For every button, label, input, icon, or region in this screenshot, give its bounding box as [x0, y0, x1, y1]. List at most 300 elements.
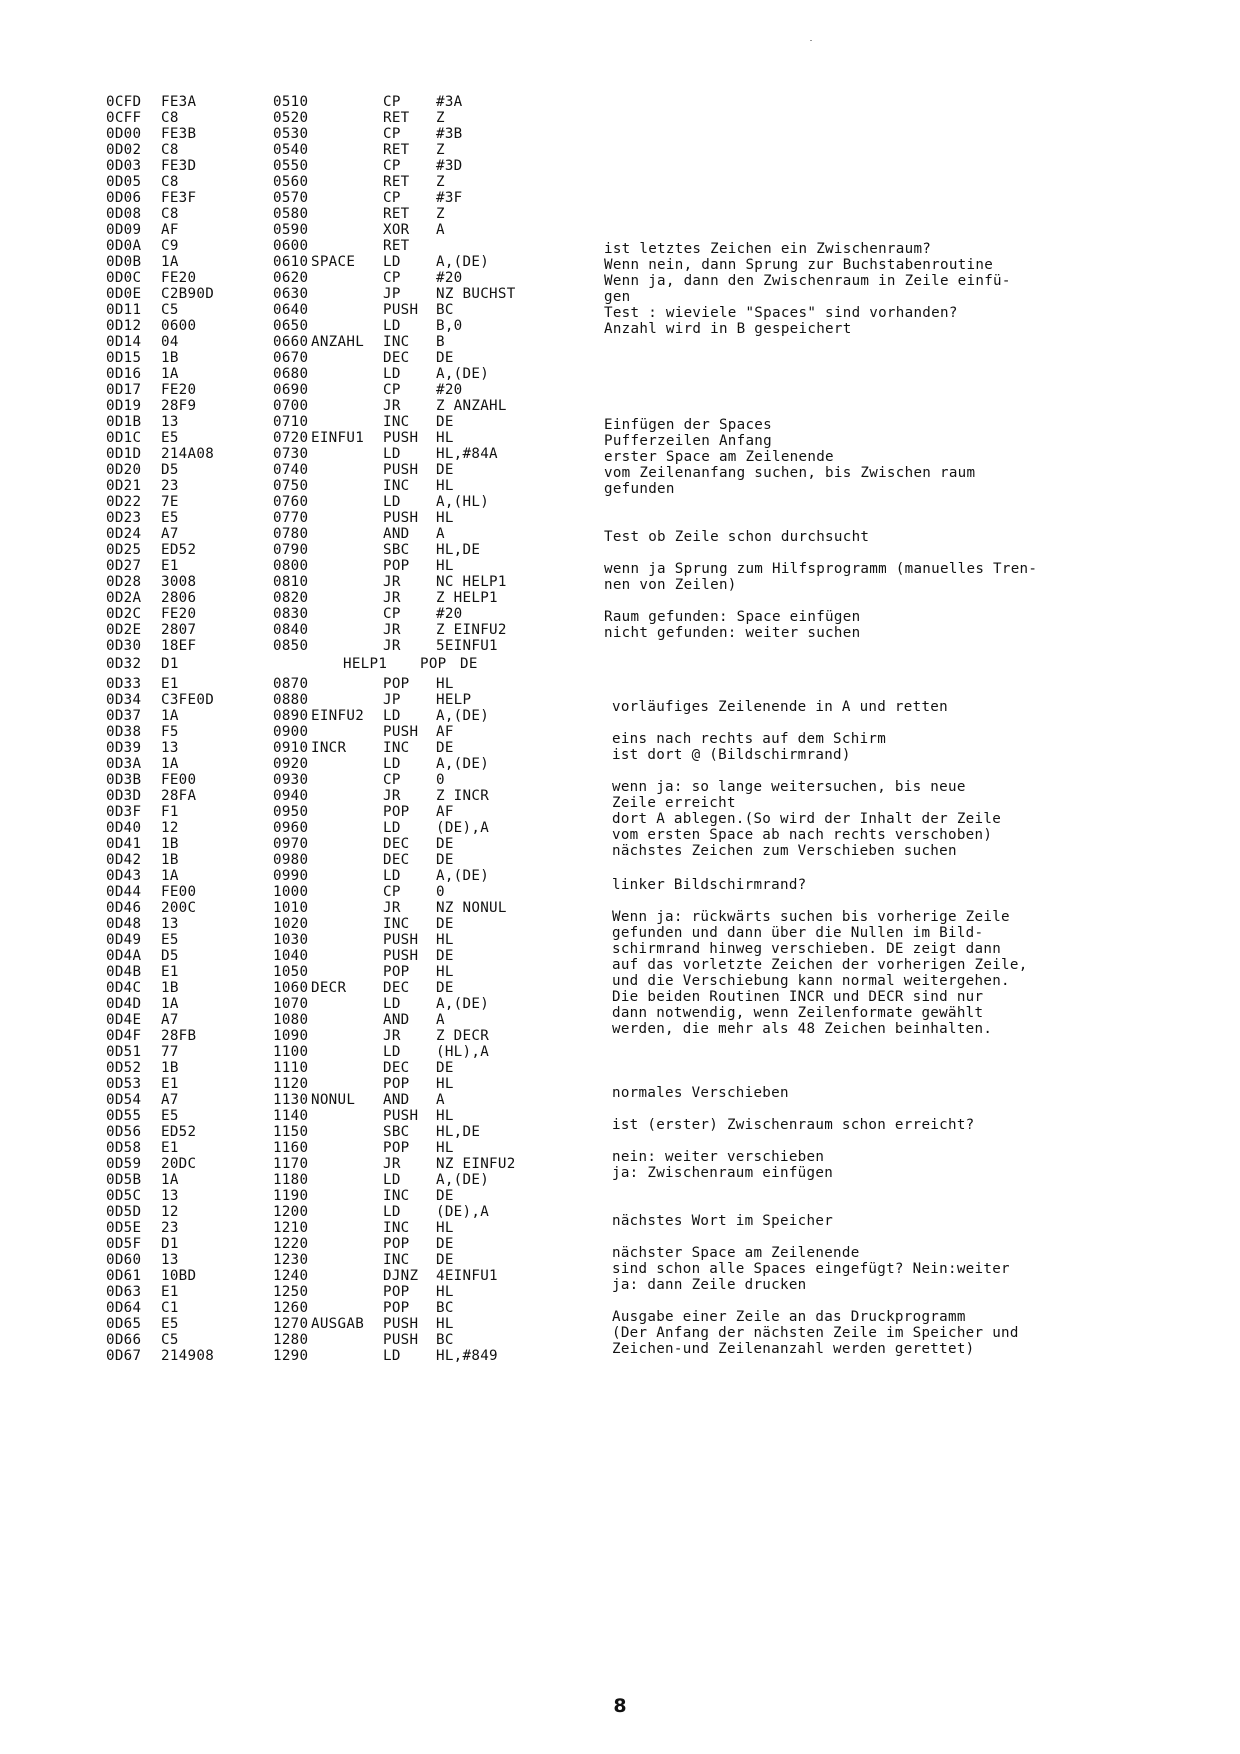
- listing-opcode: E5: [161, 1108, 179, 1124]
- listing-opcode: 28FA: [161, 788, 197, 804]
- listing-address: 0D11: [106, 302, 142, 318]
- listing-comment: Test : wieviele "Spaces" sind vorhanden?: [604, 305, 958, 321]
- listing-opcode: D5: [161, 462, 179, 478]
- listing-operand: DE: [436, 948, 454, 964]
- listing-opcode: 28FB: [161, 1028, 197, 1044]
- listing-operand: (HL),A: [436, 1044, 490, 1060]
- listing-opcode: 1A: [161, 756, 179, 772]
- listing-operand: Z EINFU2: [436, 622, 507, 638]
- listing-line-number: 0750: [273, 478, 309, 494]
- listing-mnemonic: PUSH: [383, 1108, 419, 1124]
- listing-mnemonic: CP: [383, 884, 401, 900]
- listing-comment: nein: weiter verschieben: [612, 1149, 825, 1165]
- listing-line-number: 1220: [273, 1236, 309, 1252]
- listing-opcode: A7: [161, 1092, 179, 1108]
- listing-mnemonic: INC: [383, 740, 410, 756]
- listing-comment: nen von Zeilen): [604, 577, 737, 593]
- listing-address: 0D48: [106, 916, 142, 932]
- listing-comment: (Der Anfang der nächsten Zeile im Speicher und: [612, 1325, 1019, 1341]
- listing-line-number: 0980: [273, 852, 309, 868]
- listing-line-number: 1140: [273, 1108, 309, 1124]
- listing-line-number: 0730: [273, 446, 309, 462]
- listing-line-number: 0550: [273, 158, 309, 174]
- listing-line-number: 0970: [273, 836, 309, 852]
- listing-mnemonic: PUSH: [383, 462, 419, 478]
- listing-mnemonic: POP: [383, 964, 410, 980]
- listing-operand: AF: [436, 724, 454, 740]
- listing-address: 0D56: [106, 1124, 142, 1140]
- listing-operand: (DE),A: [436, 820, 490, 836]
- listing-comment: nächstes Zeichen zum Verschieben suchen: [612, 843, 957, 859]
- listing-address: 0D37: [106, 708, 142, 724]
- listing-opcode: AF: [161, 222, 179, 238]
- listing-opcode: A7: [161, 1012, 179, 1028]
- listing-operand: NZ NONUL: [436, 900, 507, 916]
- listing-line-number: 0900: [273, 724, 309, 740]
- listing-opcode: ED52: [161, 1124, 197, 1140]
- listing-operand: HL: [436, 1108, 454, 1124]
- listing-address: 0D5D: [106, 1204, 142, 1220]
- page-number: 8: [613, 1695, 627, 1717]
- listing-opcode: C3FE0D: [161, 692, 215, 708]
- listing-line-number: 1170: [273, 1156, 309, 1172]
- listing-opcode: C8: [161, 206, 179, 222]
- listing-comment: vom Zeilenanfang suchen, bis Zwischen raum: [604, 465, 976, 481]
- listing-opcode: 12: [161, 820, 179, 836]
- listing-line-number: 0890: [273, 708, 309, 724]
- listing-address: 0D46: [106, 900, 142, 916]
- listing-operand: HL: [436, 1076, 454, 1092]
- listing-comment: auf das vorletzte Zeichen der vorherigen Zeile,: [612, 957, 1028, 973]
- listing-mnemonic: INC: [383, 478, 410, 494]
- listing-operand: Z DECR: [436, 1028, 490, 1044]
- listing-opcode: C2B90D: [161, 286, 215, 302]
- listing-operand: NC HELP1: [436, 574, 507, 590]
- listing-line-number: 0600: [273, 238, 309, 254]
- listing-line-number: 0510: [273, 94, 309, 110]
- listing-operand: A: [436, 1012, 445, 1028]
- listing-operand: HL,#849: [436, 1348, 498, 1364]
- listing-address: 0D66: [106, 1332, 142, 1348]
- listing-mnemonic: POP: [383, 1076, 410, 1092]
- listing-comment: ist (erster) Zwischenraum schon erreicht?: [612, 1117, 975, 1133]
- listing-address: 0D2C: [106, 606, 142, 622]
- listing-address: 0D32: [106, 656, 142, 672]
- listing-operand: #20: [436, 270, 463, 286]
- listing-opcode: 13: [161, 1252, 179, 1268]
- listing-mnemonic: SBC: [383, 542, 410, 558]
- listing-address: 0CFD: [106, 94, 142, 110]
- listing-address: 0D4E: [106, 1012, 142, 1028]
- listing-line-number: 0710: [273, 414, 309, 430]
- listing-line-number: 1010: [273, 900, 309, 916]
- listing-address: 0D0A: [106, 238, 142, 254]
- listing-line-number: 0800: [273, 558, 309, 574]
- listing-comment: erster Space am Zeilenende: [604, 449, 834, 465]
- listing-comment: Ausgabe einer Zeile an das Druckprogramm: [612, 1309, 966, 1325]
- listing-mnemonic: PUSH: [383, 724, 419, 740]
- listing-opcode: C5: [161, 1332, 179, 1348]
- listing-opcode: 214908: [161, 1348, 215, 1364]
- listing-opcode: E1: [161, 676, 179, 692]
- listing-line-number: 1060: [273, 980, 309, 996]
- listing-line-number: 1240: [273, 1268, 309, 1284]
- listing-mnemonic: JR: [383, 638, 401, 654]
- listing-opcode: FE3A: [161, 94, 197, 110]
- listing-line-number: 1100: [273, 1044, 309, 1060]
- listing-operand: NZ EINFU2: [436, 1156, 516, 1172]
- listing-mnemonic: POP: [383, 1300, 410, 1316]
- listing-operand: BC: [436, 1332, 454, 1348]
- listing-mnemonic: LD: [383, 1204, 401, 1220]
- listing-operand: DE: [436, 836, 454, 852]
- listing-opcode: 2807: [161, 622, 197, 638]
- listing-mnemonic: DEC: [383, 836, 410, 852]
- listing-mnemonic: RET: [383, 142, 410, 158]
- listing-address: 0D67: [106, 1348, 142, 1364]
- listing-operand: (DE),A: [436, 1204, 490, 1220]
- listing-address: 0D17: [106, 382, 142, 398]
- listing-mnemonic: LD: [383, 446, 401, 462]
- listing-line-number: 0910: [273, 740, 309, 756]
- listing-opcode: 1B: [161, 852, 179, 868]
- listing-operand: #20: [436, 606, 463, 622]
- listing-line-number: 1270: [273, 1316, 309, 1332]
- listing-operand: #3A: [436, 94, 463, 110]
- listing-address: 0D60: [106, 1252, 142, 1268]
- listing-operand: A,(DE): [436, 996, 490, 1012]
- listing-opcode: C5: [161, 302, 179, 318]
- listing-mnemonic: INC: [383, 414, 410, 430]
- listing-comment: nicht gefunden: weiter suchen: [604, 625, 861, 641]
- listing-address: 0D02: [106, 142, 142, 158]
- listing-operand: #3B: [436, 126, 463, 142]
- listing-operand: DE: [436, 462, 454, 478]
- listing-mnemonic: SBC: [383, 1124, 410, 1140]
- listing-comment: Anzahl wird in B gespeichert: [604, 321, 852, 337]
- listing-mnemonic: POP: [420, 656, 447, 672]
- listing-mnemonic: DEC: [383, 1060, 410, 1076]
- listing-line-number: 1190: [273, 1188, 309, 1204]
- listing-opcode: 20DC: [161, 1156, 197, 1172]
- listing-mnemonic: DEC: [383, 980, 410, 996]
- listing-line-number: 0570: [273, 190, 309, 206]
- listing-line-number: 0720: [273, 430, 309, 446]
- listing-opcode: D1: [161, 1236, 179, 1252]
- listing-operand: Z ANZAHL: [436, 398, 507, 414]
- listing-opcode: 13: [161, 916, 179, 932]
- listing-comment: Pufferzeilen Anfang: [604, 433, 772, 449]
- listing-mnemonic: PUSH: [383, 430, 419, 446]
- listing-opcode: 1A: [161, 708, 179, 724]
- listing-address: 0D4F: [106, 1028, 142, 1044]
- listing-operand: HL,DE: [436, 542, 481, 558]
- listing-address: 0D53: [106, 1076, 142, 1092]
- listing-mnemonic: CP: [383, 190, 401, 206]
- listing-operand: DE: [436, 740, 454, 756]
- listing-comment: sind schon alle Spaces eingefügt? Nein:weiter: [612, 1261, 1010, 1277]
- listing-operand: Z INCR: [436, 788, 490, 804]
- listing-address: 0D16: [106, 366, 142, 382]
- listing-operand: DE: [436, 414, 454, 430]
- listing-address: 0CFF: [106, 110, 142, 126]
- listing-address: 0D42: [106, 852, 142, 868]
- listing-operand: HL: [436, 1220, 454, 1236]
- listing-address: 0D5E: [106, 1220, 142, 1236]
- listing-address: 0D5F: [106, 1236, 142, 1252]
- listing-address: 0D03: [106, 158, 142, 174]
- listing-operand: 0: [436, 884, 445, 900]
- listing-line-number: 0840: [273, 622, 309, 638]
- listing-mnemonic: POP: [383, 1140, 410, 1156]
- listing-opcode: D5: [161, 948, 179, 964]
- listing-operand: DE: [436, 916, 454, 932]
- listing-line-number: 1000: [273, 884, 309, 900]
- listing-address: 0D44: [106, 884, 142, 900]
- listing-mnemonic: POP: [383, 804, 410, 820]
- listing-opcode: 23: [161, 1220, 179, 1236]
- listing-address: 0D1C: [106, 430, 142, 446]
- listing-mnemonic: JR: [383, 398, 401, 414]
- listing-line-number: 1230: [273, 1252, 309, 1268]
- listing-line-number: 1080: [273, 1012, 309, 1028]
- listing-operand: AF: [436, 804, 454, 820]
- listing-comment: dort A ablegen.(So wird der Inhalt der Zeile: [612, 811, 1002, 827]
- listing-label: NONUL: [311, 1092, 356, 1108]
- listing-operand: HL: [436, 1140, 454, 1156]
- listing-operand: A,(HL): [436, 494, 490, 510]
- listing-operand: BC: [436, 302, 454, 318]
- listing-mnemonic: RET: [383, 174, 410, 190]
- listing-address: 0D30: [106, 638, 142, 654]
- listing-address: 0D08: [106, 206, 142, 222]
- listing-operand: Z HELP1: [436, 590, 498, 606]
- listing-mnemonic: POP: [383, 558, 410, 574]
- listing-mnemonic: PUSH: [383, 948, 419, 964]
- listing-line-number: 1090: [273, 1028, 309, 1044]
- listing-address: 0D1B: [106, 414, 142, 430]
- listing-line-number: 0610: [273, 254, 309, 270]
- listing-operand: B,0: [436, 318, 463, 334]
- listing-line-number: 1260: [273, 1300, 309, 1316]
- listing-line-number: 0640: [273, 302, 309, 318]
- listing-mnemonic: LD: [383, 254, 401, 270]
- listing-mnemonic: DEC: [383, 350, 410, 366]
- listing-address: 0D4C: [106, 980, 142, 996]
- listing-mnemonic: AND: [383, 1092, 410, 1108]
- listing-operand: NZ BUCHST: [436, 286, 516, 302]
- listing-mnemonic: CP: [383, 606, 401, 622]
- listing-operand: DE: [436, 852, 454, 868]
- listing-line-number: 1040: [273, 948, 309, 964]
- listing-opcode: 3008: [161, 574, 197, 590]
- listing-mnemonic: AND: [383, 1012, 410, 1028]
- listing-mnemonic: LD: [383, 708, 401, 724]
- listing-label: HELP1: [343, 656, 388, 672]
- listing-operand: HL: [436, 964, 454, 980]
- listing-mnemonic: LD: [383, 996, 401, 1012]
- listing-address: 0D55: [106, 1108, 142, 1124]
- listing-line-number: 0620: [273, 270, 309, 286]
- listing-address: 0D20: [106, 462, 142, 478]
- listing-comment: ist letztes Zeichen ein Zwischenraum?: [604, 241, 932, 257]
- scan-mark: [810, 40, 812, 41]
- listing-mnemonic: JR: [383, 574, 401, 590]
- listing-operand: DE: [436, 350, 454, 366]
- listing-operand: HL: [436, 1316, 454, 1332]
- listing-operand: A,(DE): [436, 366, 490, 382]
- listing-line-number: 1200: [273, 1204, 309, 1220]
- listing-line-number: 1160: [273, 1140, 309, 1156]
- listing-operand: HL,DE: [436, 1124, 481, 1140]
- listing-address: 0D0C: [106, 270, 142, 286]
- listing-opcode: FE3B: [161, 126, 197, 142]
- listing-operand: HL: [436, 478, 454, 494]
- listing-mnemonic: JR: [383, 1028, 401, 1044]
- listing-comment: nächstes Wort im Speicher: [612, 1213, 834, 1229]
- listing-line-number: 1150: [273, 1124, 309, 1140]
- listing-address: 0D34: [106, 692, 142, 708]
- listing-mnemonic: JP: [383, 692, 401, 708]
- listing-label: EINFU1: [311, 430, 365, 446]
- listing-line-number: 0670: [273, 350, 309, 366]
- listing-opcode: 18EF: [161, 638, 197, 654]
- listing-address: 0D33: [106, 676, 142, 692]
- listing-operand: Z: [436, 206, 445, 222]
- listing-address: 0D3A: [106, 756, 142, 772]
- listing-operand: HL,#84A: [436, 446, 498, 462]
- listing-line-number: 1110: [273, 1060, 309, 1076]
- listing-address: 0D61: [106, 1268, 142, 1284]
- listing-mnemonic: POP: [383, 1284, 410, 1300]
- listing-comment: gen: [604, 289, 631, 305]
- listing-address: 0D3B: [106, 772, 142, 788]
- listing-address: 0D3F: [106, 804, 142, 820]
- listing-comment: dann notwendig, wenn Zeilenformate gewählt: [612, 1005, 984, 1021]
- listing-address: 0D4A: [106, 948, 142, 964]
- listing-opcode: A7: [161, 526, 179, 542]
- listing-address: 0D38: [106, 724, 142, 740]
- listing-operand: #3D: [436, 158, 463, 174]
- listing-comment: Einfügen der Spaces: [604, 417, 772, 433]
- listing-opcode: FE20: [161, 270, 197, 286]
- listing-mnemonic: JR: [383, 590, 401, 606]
- listing-operand: A: [436, 1092, 445, 1108]
- listing-opcode: E5: [161, 430, 179, 446]
- listing-line-number: 1180: [273, 1172, 309, 1188]
- listing-opcode: E1: [161, 558, 179, 574]
- listing-mnemonic: DEC: [383, 852, 410, 868]
- listing-line-number: 0630: [273, 286, 309, 302]
- listing-mnemonic: RET: [383, 206, 410, 222]
- listing-address: 0D21: [106, 478, 142, 494]
- listing-label: INCR: [311, 740, 347, 756]
- listing-operand: HELP: [436, 692, 472, 708]
- listing-operand: HL: [436, 430, 454, 446]
- listing-address: 0D40: [106, 820, 142, 836]
- listing-opcode: 28F9: [161, 398, 197, 414]
- listing-comment: gefunden: [604, 481, 675, 497]
- listing-line-number: 0520: [273, 110, 309, 126]
- listing-comment: nächster Space am Zeilenende: [612, 1245, 860, 1261]
- listing-mnemonic: DJNZ: [383, 1268, 419, 1284]
- listing-comment: Test ob Zeile schon durchsucht: [604, 529, 870, 545]
- listing-address: 0D19: [106, 398, 142, 414]
- listing-line-number: 0560: [273, 174, 309, 190]
- listing-line-number: 0950: [273, 804, 309, 820]
- listing-operand: Z: [436, 174, 445, 190]
- listing-comment: schirmrand hinweg verschieben. DE zeigt dann: [612, 941, 1002, 957]
- listing-address: 0D12: [106, 318, 142, 334]
- listing-address: 0D14: [106, 334, 142, 350]
- listing-line-number: 1250: [273, 1284, 309, 1300]
- listing-comment: Die beiden Routinen INCR und DECR sind nur: [612, 989, 984, 1005]
- listing-mnemonic: PUSH: [383, 1316, 419, 1332]
- listing-comment: Wenn ja, dann den Zwischenraum in Zeile einfü-: [604, 273, 1011, 289]
- listing-address: 0D41: [106, 836, 142, 852]
- listing-operand: HL: [436, 1284, 454, 1300]
- listing-comment: ja: dann Zeile drucken: [612, 1277, 807, 1293]
- listing-operand: A,(DE): [436, 254, 490, 270]
- listing-mnemonic: LD: [383, 1172, 401, 1188]
- listing-line-number: 0930: [273, 772, 309, 788]
- listing-opcode: 13: [161, 414, 179, 430]
- listing-mnemonic: LD: [383, 1044, 401, 1060]
- listing-comment: ist dort @ (Bildschirmrand): [612, 747, 851, 763]
- listing-operand: A,(DE): [436, 1172, 490, 1188]
- listing-operand: A: [436, 526, 445, 542]
- listing-comment: ja: Zwischenraum einfügen: [612, 1165, 834, 1181]
- listing-line-number: 0680: [273, 366, 309, 382]
- listing-mnemonic: JR: [383, 900, 401, 916]
- listing-opcode: C8: [161, 142, 179, 158]
- listing-address: 0D15: [106, 350, 142, 366]
- listing-mnemonic: INC: [383, 916, 410, 932]
- listing-address: 0D4D: [106, 996, 142, 1012]
- listing-opcode: 1B: [161, 350, 179, 366]
- listing-line-number: 0880: [273, 692, 309, 708]
- listing-opcode: D1: [161, 656, 179, 672]
- listing-opcode: 04: [161, 334, 179, 350]
- listing-address: 0D27: [106, 558, 142, 574]
- listing-line-number: 1070: [273, 996, 309, 1012]
- listing-address: 0D25: [106, 542, 142, 558]
- listing-line-number: 0690: [273, 382, 309, 398]
- listing-operand: A: [436, 222, 445, 238]
- listing-comment: werden, die mehr als 48 Zeichen beinhalten.: [612, 1021, 993, 1037]
- listing-opcode: 200C: [161, 900, 197, 916]
- listing-mnemonic: JP: [383, 286, 401, 302]
- listing-line-number: 0920: [273, 756, 309, 772]
- listing-mnemonic: PUSH: [383, 510, 419, 526]
- listing-opcode: ED52: [161, 542, 197, 558]
- listing-mnemonic: JR: [383, 622, 401, 638]
- listing-opcode: 1B: [161, 980, 179, 996]
- listing-address: 0D51: [106, 1044, 142, 1060]
- listing-opcode: E5: [161, 932, 179, 948]
- listing-line-number: 1210: [273, 1220, 309, 1236]
- listing-mnemonic: CP: [383, 382, 401, 398]
- listing-operand: DE: [436, 1236, 454, 1252]
- listing-opcode: 7E: [161, 494, 179, 510]
- listing-mnemonic: LD: [383, 868, 401, 884]
- listing-operand: DE: [436, 1060, 454, 1076]
- listing-comment: vorläufiges Zeilenende in A und retten: [612, 699, 948, 715]
- listing-opcode: E5: [161, 510, 179, 526]
- listing-comment: und die Verschiebung kann normal weitergehen.: [612, 973, 1010, 989]
- listing-mnemonic: LD: [383, 494, 401, 510]
- listing-comment: Raum gefunden: Space einfügen: [604, 609, 861, 625]
